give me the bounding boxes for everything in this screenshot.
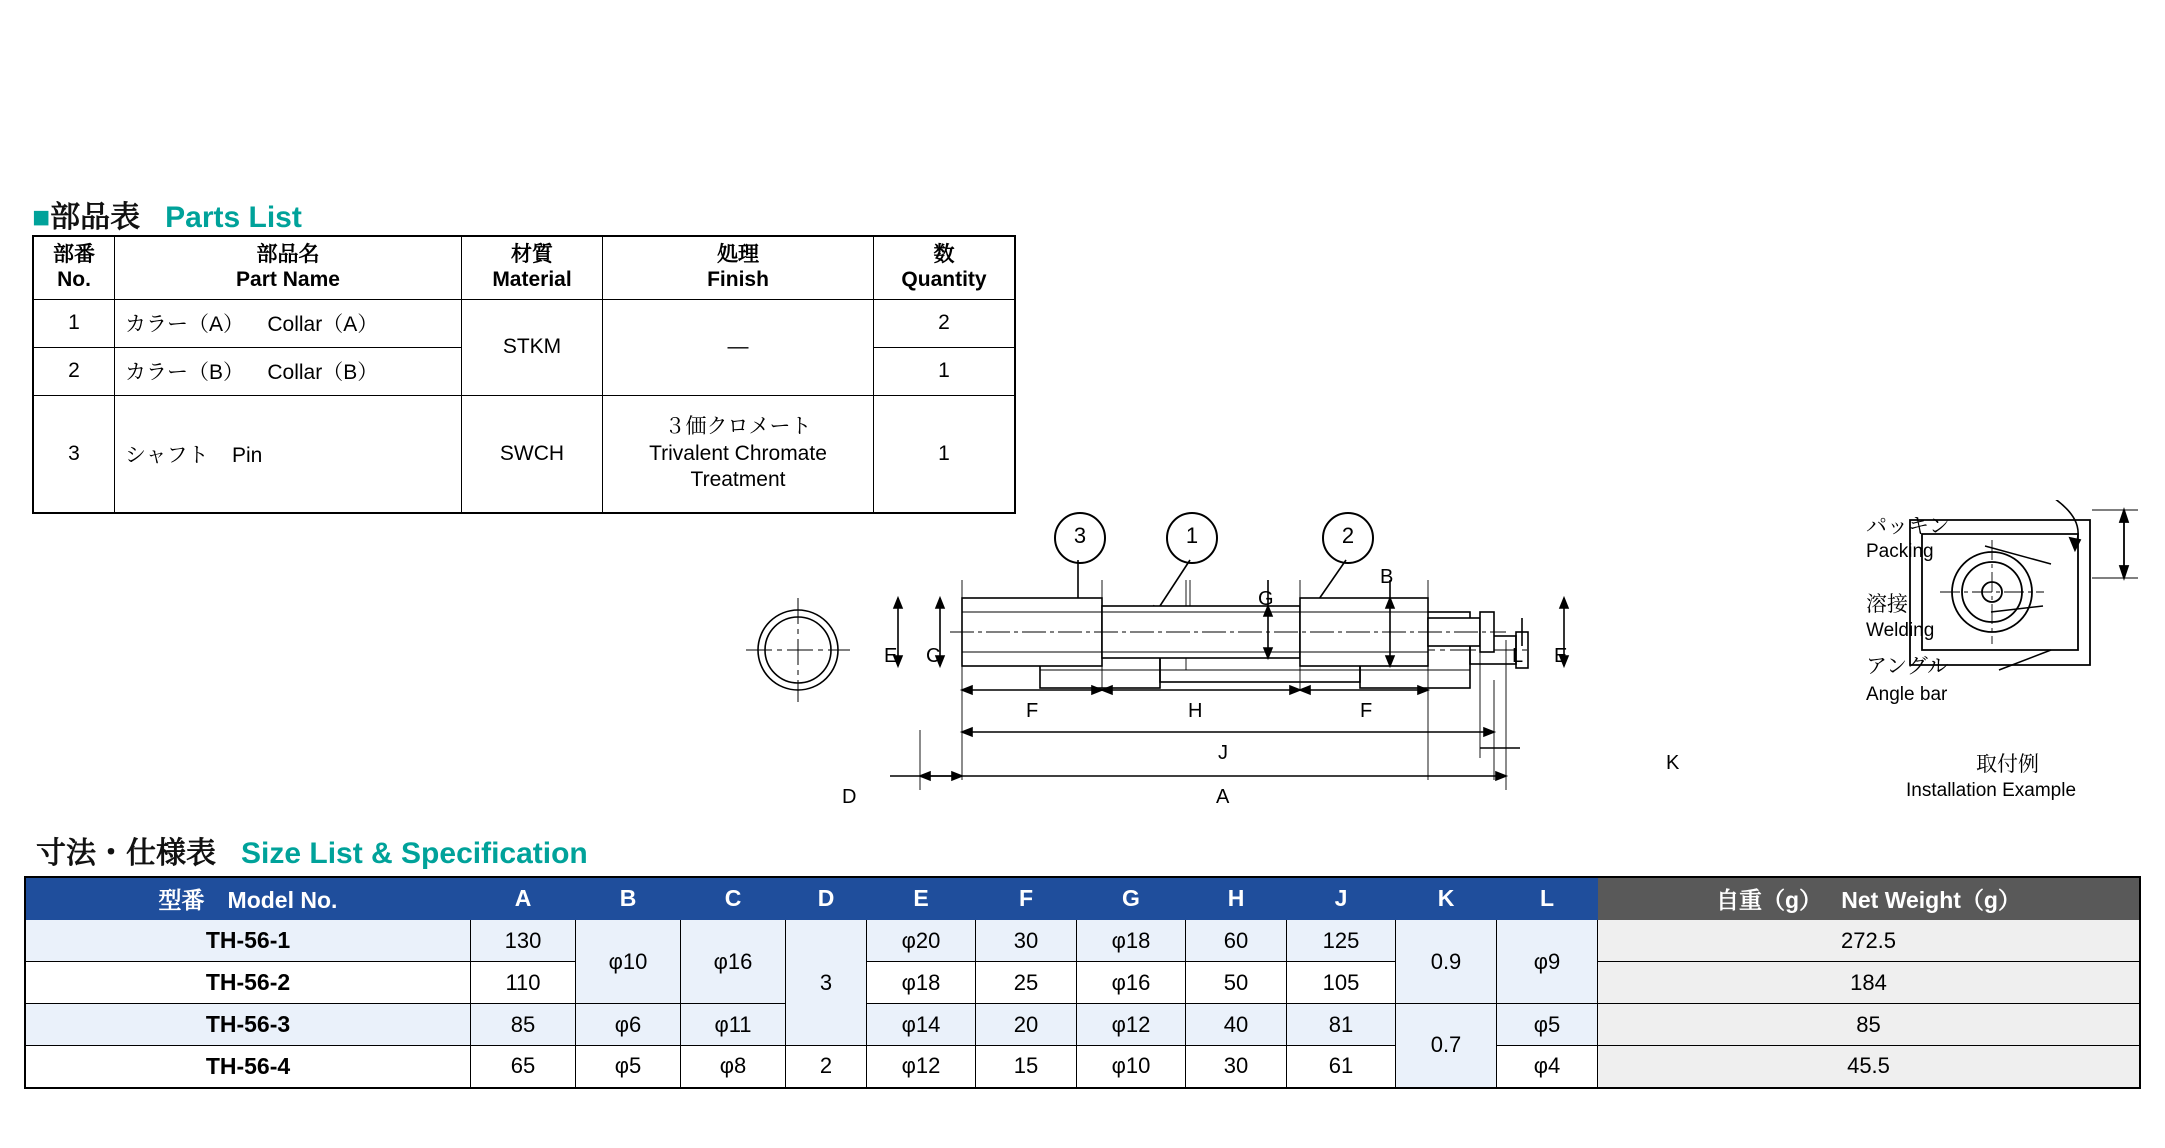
row4-E: φ12 — [867, 1046, 976, 1088]
row3-E: φ14 — [867, 1004, 976, 1046]
row4-F: 15 — [976, 1046, 1077, 1088]
row1-weight: 272.5 — [1598, 920, 2141, 962]
dim-label-E-left: E — [884, 645, 898, 667]
row2-G: φ16 — [1077, 962, 1186, 1004]
size-header-weight — [1598, 877, 2141, 920]
size-header-H: H — [1186, 877, 1287, 920]
drawing-geometry-svg — [780, 580, 1720, 830]
row2-H: 50 — [1186, 962, 1287, 1004]
size-header-J: J — [1287, 877, 1396, 920]
parts-list-bullet-icon: ■ — [32, 201, 51, 234]
size-header-L: L — [1497, 877, 1598, 920]
header-finish-en: Finish — [707, 267, 769, 291]
install-caption-jp: 取付例 — [1976, 753, 2039, 776]
dim-label-G: G — [1258, 588, 1274, 610]
install-caption-en: Installation Example — [1906, 780, 2077, 801]
row2-part-name — [115, 347, 462, 395]
install-label-leaders — [1955, 520, 2135, 700]
install-leader-lines — [1955, 520, 2135, 700]
table-row — [25, 920, 2140, 962]
row1-L: φ9 — [1497, 920, 1598, 1004]
header-no-en: No. — [57, 267, 91, 291]
row4-B: φ5 — [576, 1046, 681, 1088]
angle-label-jp: アングル — [1866, 655, 1949, 678]
row3-material: SWCH — [462, 395, 603, 513]
header-no-jp: 部番 — [53, 243, 95, 266]
row2-E: φ18 — [867, 962, 976, 1004]
row1-material: STKM — [462, 299, 603, 395]
row2-name-en: Collar（B） — [267, 361, 379, 385]
row2-A: 110 — [471, 962, 576, 1004]
dim-label-J: J — [1218, 742, 1228, 764]
size-list-title-en: Size List & Specification — [241, 837, 588, 870]
size-header-B: B — [576, 877, 681, 920]
row3-C: φ11 — [681, 1004, 786, 1046]
row1-D: 3 — [786, 920, 867, 1046]
dim-label-B: B — [1380, 566, 1394, 588]
row3-name-jp: シャフト — [125, 443, 209, 467]
dim-label-F-right: F — [1360, 700, 1373, 722]
row2-J: 105 — [1287, 962, 1396, 1004]
row4-C: φ8 — [681, 1046, 786, 1088]
dim-label-L: L — [1512, 645, 1524, 667]
row1-part-name — [115, 299, 462, 347]
size-table-wrap — [24, 876, 2141, 1089]
dim-label-C: C — [926, 645, 941, 667]
dim-label-D: D — [842, 786, 857, 808]
size-header-K: K — [1396, 877, 1497, 920]
row3-A: 85 — [471, 1004, 576, 1046]
row3-no: 3 — [33, 395, 115, 513]
row3-weight: 85 — [1598, 1004, 2141, 1046]
size-list-heading — [36, 828, 588, 872]
row3-name-en: Pin — [231, 443, 263, 467]
row2-name-jp: カラー（B） — [125, 361, 245, 385]
row3-F: 20 — [976, 1004, 1077, 1046]
row1-H: 60 — [1186, 920, 1287, 962]
header-quantity — [874, 236, 1016, 299]
row-model-1: TH-56-1 — [25, 920, 471, 962]
row1-K: 0.9 — [1396, 920, 1497, 1004]
header-finish — [603, 236, 874, 299]
weight-header-jp: 自重（g） — [1716, 887, 1823, 913]
row4-J: 61 — [1287, 1046, 1396, 1088]
row1-finish: — — [603, 299, 874, 395]
header-qty-jp: 数 — [933, 243, 955, 266]
header-material-jp: 材質 — [511, 243, 553, 266]
size-header-F: F — [976, 877, 1077, 920]
row3-J: 81 — [1287, 1004, 1396, 1046]
row3-part-name — [115, 395, 462, 513]
size-header-row — [25, 877, 2140, 920]
row1-B: φ10 — [576, 920, 681, 1004]
header-material — [462, 236, 603, 299]
size-header-D: D — [786, 877, 867, 920]
row4-D: 2 — [786, 1046, 867, 1088]
dim-label-K: K — [1666, 752, 1680, 774]
size-header-model: 型番 Model No. — [25, 877, 471, 920]
header-part-name — [115, 236, 462, 299]
row4-L: φ4 — [1497, 1046, 1598, 1088]
row3-qty: 1 — [874, 395, 1016, 513]
weight-header-en: Net Weight（g） — [1841, 887, 2021, 913]
welding-label-jp: 溶接 — [1866, 593, 1908, 616]
row1-F: 30 — [976, 920, 1077, 962]
table-row — [33, 299, 1015, 347]
row3-L: φ5 — [1497, 1004, 1598, 1046]
header-no — [33, 236, 115, 299]
row-model-2: TH-56-2 — [25, 962, 471, 1004]
parts-list-title-en: Parts List — [165, 201, 302, 234]
row1-name-jp: カラー（A） — [125, 313, 245, 337]
parts-list-title-jp: 部品表 — [50, 201, 141, 234]
row3-finish-en1: Trivalent Chromate — [649, 441, 827, 465]
row2-weight: 184 — [1598, 962, 2141, 1004]
size-list-table — [24, 876, 2141, 1089]
row3-K: 0.7 — [1396, 1004, 1497, 1088]
row3-B: φ6 — [576, 1004, 681, 1046]
row1-E: φ20 — [867, 920, 976, 962]
balloon-2-label: 2 — [1341, 523, 1355, 548]
row2-no: 2 — [33, 347, 115, 395]
row3-finish-en2: Treatment — [690, 467, 786, 491]
row3-H: 40 — [1186, 1004, 1287, 1046]
header-name-en: Part Name — [236, 267, 340, 291]
row1-qty: 2 — [874, 299, 1016, 347]
table-header-row — [33, 236, 1015, 299]
parts-list-table — [32, 235, 1016, 514]
row3-finish-jp: ３価クロメート — [664, 415, 812, 439]
header-finish-jp: 処理 — [717, 243, 759, 266]
dim-label-E-right: E — [1554, 645, 1568, 667]
row4-A: 65 — [471, 1046, 576, 1088]
table-row — [25, 1046, 2140, 1088]
table-row — [25, 962, 2140, 1004]
header-name-jp: 部品名 — [256, 243, 320, 266]
balloon-3-label: 3 — [1073, 523, 1087, 548]
row2-F: 25 — [976, 962, 1077, 1004]
row-model-4: TH-56-4 — [25, 1046, 471, 1088]
welding-label-en: Welding — [1866, 620, 1935, 641]
parts-list-table-wrap — [32, 235, 1016, 514]
size-list-title-jp: 寸法・仕様表 — [36, 837, 216, 870]
dim-label-H: H — [1188, 700, 1203, 722]
row4-H: 30 — [1186, 1046, 1287, 1088]
row2-qty: 1 — [874, 347, 1016, 395]
packing-label-jp: パッキン — [1866, 515, 1950, 538]
size-header-G: G — [1077, 877, 1186, 920]
dim-label-A: A — [1216, 786, 1230, 808]
row3-G: φ12 — [1077, 1004, 1186, 1046]
packing-label-en: Packing — [1866, 541, 1934, 562]
size-header-C: C — [681, 877, 786, 920]
row1-G: φ18 — [1077, 920, 1186, 962]
row1-A: 130 — [471, 920, 576, 962]
parts-list-heading — [32, 192, 302, 236]
row4-weight: 45.5 — [1598, 1046, 2141, 1088]
table-row — [25, 1004, 2140, 1046]
header-qty-en: Quantity — [901, 267, 987, 291]
row-model-3: TH-56-3 — [25, 1004, 471, 1046]
balloon-1-label: 1 — [1185, 523, 1199, 548]
size-header-A: A — [471, 877, 576, 920]
row1-no: 1 — [33, 299, 115, 347]
size-header-E: E — [867, 877, 976, 920]
row4-G: φ10 — [1077, 1046, 1186, 1088]
row1-name-en: Collar（A） — [267, 313, 379, 337]
angle-label-en: Angle bar — [1866, 684, 1948, 705]
row1-J: 125 — [1287, 920, 1396, 962]
row1-C: φ16 — [681, 920, 786, 1004]
drawing-geometry — [780, 580, 1720, 830]
header-material-en: Material — [492, 267, 572, 291]
dim-label-F-left: F — [1026, 700, 1039, 722]
